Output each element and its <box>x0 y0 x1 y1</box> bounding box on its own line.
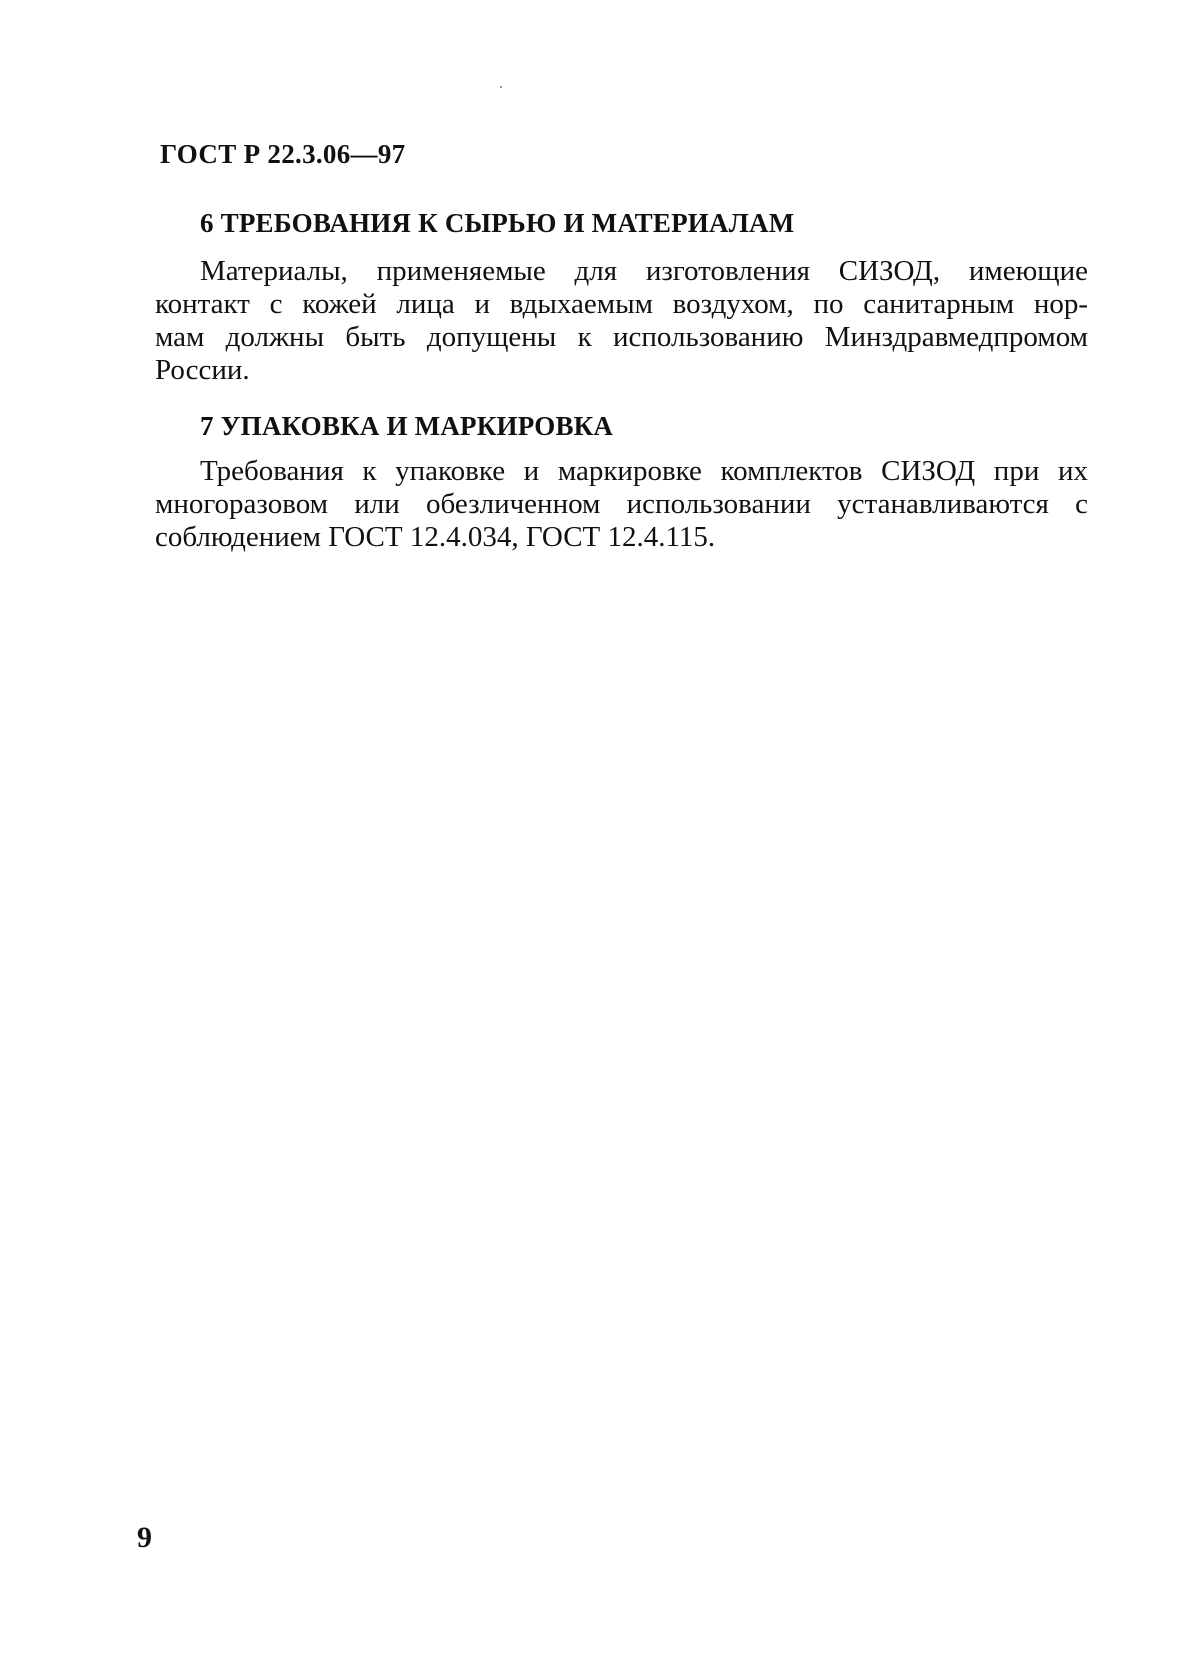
section-7-heading: 7 УПАКОВКА И МАРКИРОВКА <box>200 411 614 441</box>
paragraph-line: России. <box>155 354 250 386</box>
section-7-paragraph <box>155 455 1088 554</box>
paragraph-line: мам должны быть допущены к использованию Минздравмедпромом <box>155 321 1088 353</box>
page-number: 9 <box>137 1521 152 1554</box>
paragraph-line: многоразовом или обезличенном использовании устанавливаются с <box>155 488 1088 520</box>
paragraph-line: Требования к упаковке и маркировке комплектов СИЗОД при их <box>200 455 1088 487</box>
paragraph-line: контакт с кожей лица и вдыхаемым воздухом, по санитарным нор- <box>155 288 1088 320</box>
paragraph-line: Материалы, применяемые для изготовления СИЗОД, имеющие <box>200 255 1088 287</box>
section-6-heading: 6 ТРЕБОВАНИЯ К СЫРЬЮ И МАТЕРИАЛАМ <box>200 208 795 238</box>
section-6-paragraph <box>155 255 1088 387</box>
scan-speck <box>500 86 502 88</box>
paragraph-line: соблюдением ГОСТ 12.4.034, ГОСТ 12.4.115. <box>155 521 716 553</box>
standard-code-header: ГОСТ Р 22.3.06—97 <box>160 139 406 169</box>
